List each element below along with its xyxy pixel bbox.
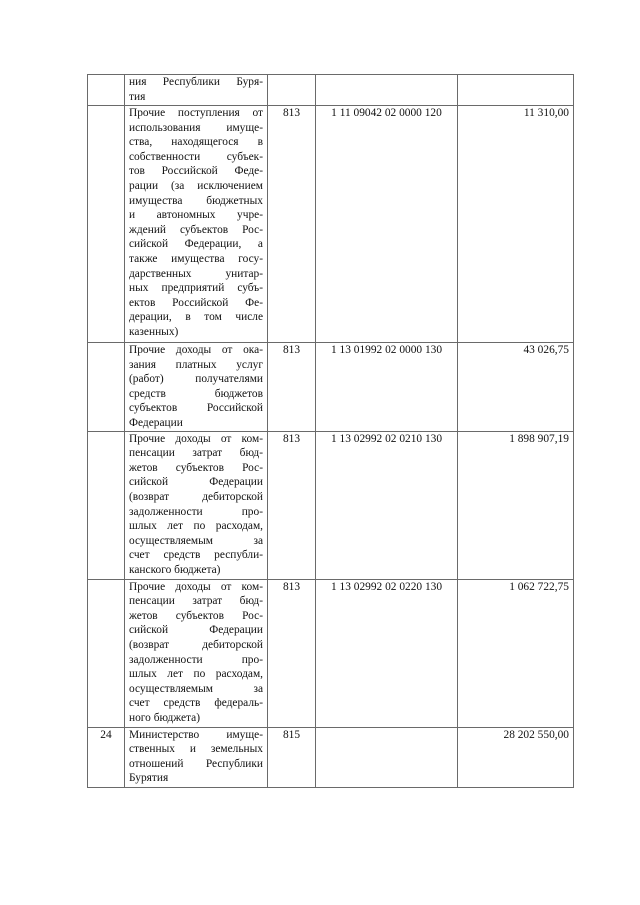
row-number-cell [88,579,125,727]
name-line: сийской Федерации [129,476,263,489]
row-number-cell: 24 [88,727,125,787]
name-line: Прочие доходы от ока- [129,344,263,356]
name-line: (возврат дебиторской [129,638,263,651]
name-line: Прочие доходы от ком- [129,432,263,445]
row-number-cell [88,431,125,579]
name-line: (работ) получателями [129,373,263,386]
name-line: дерации, в том числе [129,311,263,324]
name-line: рации (за исключением [129,179,263,192]
name-line: Министерство имуще- [129,728,263,741]
admin-code-cell: 815 [268,727,316,787]
name-line: зания платных услуг [129,358,263,371]
name-line: пенсации затрат бюд- [129,595,263,608]
name-line: ства, находящегося в [129,136,263,149]
name-line: задолженности про- [129,505,263,518]
name-line: сийской Федерации, а [129,238,263,251]
name-line: осуществляемым за [129,682,263,695]
name-line: собственности субъек- [129,150,263,163]
table-row [88,75,574,106]
amount-cell: 43 026,75 [458,343,574,432]
revenue-table-body [88,75,574,788]
revenue-name-cell [125,431,268,579]
row-number-cell [88,75,125,106]
amount-cell [458,75,574,106]
amount-cell: 1 062 722,75 [458,579,574,727]
table-row [88,106,574,343]
name-line: тия [129,90,146,103]
name-line: шлых лет по расходам, [129,520,263,533]
name-line: Федерации [129,416,183,429]
admin-code-cell: 813 [268,431,316,579]
name-line: казенных) [129,325,179,338]
table-row [88,727,574,787]
admin-code-cell: 813 [268,343,316,432]
name-line: и автономных учре- [129,209,263,222]
name-line: средств бюджетов [129,387,263,400]
name-line: осуществляемым за [129,534,263,547]
name-line: счет средств федераль- [129,697,263,710]
row-number-cell [88,106,125,343]
name-line: Бурятия [129,772,169,785]
amount-cell: 11 310,00 [458,106,574,343]
table-row [88,431,574,579]
budget-code-cell: 1 13 01992 02 0000 130 [316,343,458,432]
budget-code-cell [316,75,458,106]
name-line: задолженности про- [129,653,263,666]
admin-code-cell: 813 [268,106,316,343]
name-line: Прочие доходы от ком- [129,580,263,593]
amount-cell: 28 202 550,00 [458,727,574,787]
revenue-name-cell [125,579,268,727]
name-line: также имущества госу- [129,252,263,265]
name-line: субъектов Российской [129,402,263,415]
name-line: дарственных унитар- [129,267,263,280]
table-row [88,343,574,432]
admin-code-cell [268,75,316,106]
name-line: тов Российской Феде- [129,165,263,178]
name-line: канского бюджета) [129,563,221,576]
name-line: шлых лет по расходам, [129,668,263,681]
amount-cell: 1 898 907,19 [458,431,574,579]
name-line: сийской Федерации [129,624,263,637]
name-line: ния Республики Буря- [129,76,263,88]
name-line: использования имуще- [129,121,263,134]
name-line: жетов субъектов Рос- [129,461,263,474]
name-line: пенсации затрат бюд- [129,447,263,460]
name-line: жетов субъектов Рос- [129,609,263,622]
name-line: имущества бюджетных [129,194,263,207]
budget-code-cell: 1 11 09042 02 0000 120 [316,106,458,343]
name-line: счет средств республи- [129,549,263,562]
name-line: ждений субъектов Рос- [129,223,263,236]
budget-code-cell: 1 13 02992 02 0210 130 [316,431,458,579]
name-line: отношений Республики [129,757,263,770]
name-line: (возврат дебиторской [129,490,263,503]
name-line: ственных и земельных [129,743,263,756]
admin-code-cell: 813 [268,579,316,727]
revenue-name-cell [125,727,268,787]
name-line: ных предприятий субъ- [129,282,263,295]
name-line: ектов Российской Фе- [129,296,263,309]
revenue-name-cell [125,343,268,432]
table-row [88,579,574,727]
row-number-cell [88,343,125,432]
name-line: ного бюджета) [129,711,200,724]
budget-code-cell [316,727,458,787]
name-line: Прочие поступления от [129,107,263,119]
revenue-name-cell [125,75,268,106]
revenue-name-cell [125,106,268,343]
budget-code-cell: 1 13 02992 02 0220 130 [316,579,458,727]
revenue-table [87,74,574,788]
